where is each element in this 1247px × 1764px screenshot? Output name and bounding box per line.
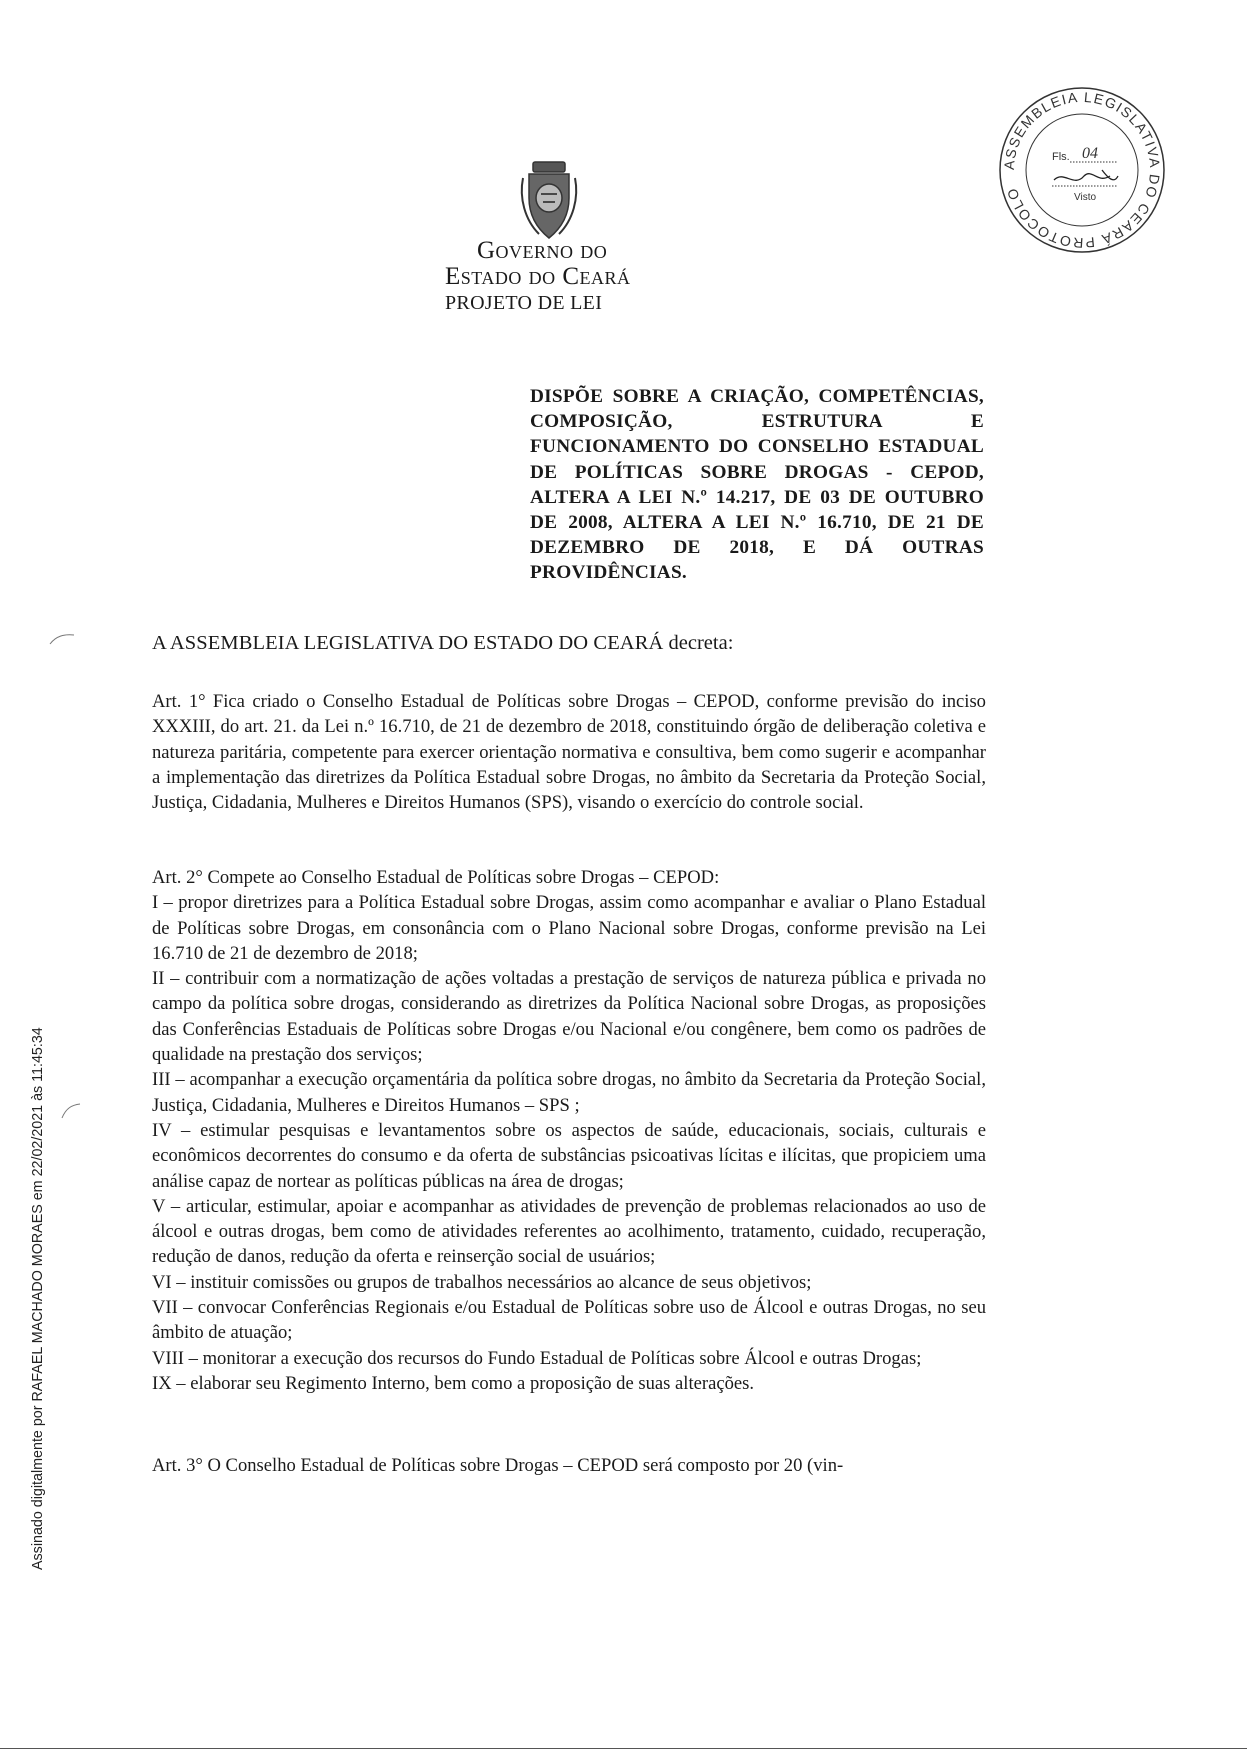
art2-item-6: VI – instituir comissões ou grupos de trabalhos necessários ao alcance de seus objetivos; <box>152 1271 812 1293</box>
art2-item-2: II – contribuir com a normatização de ações voltadas a prestação de serviços de natureza pública e privada no campo da política sobre drogas, considerando as diretrizes da Política Nacional sobre Drogas, as proposições das Conferências Estaduais de Políticas sobre Drogas e/ou Nacional e/ou congênere, bem como os padrões de qualidade na prestação dos serviços; <box>152 968 986 1066</box>
decree-caps: A ASSEMBLEIA LEGISLATIVA DO ESTADO DO CEARÁ <box>152 632 664 654</box>
article-3 <box>152 1453 986 1478</box>
stamp-fls-label: Fls. <box>1052 151 1070 163</box>
decree-line <box>152 632 733 655</box>
art1-text: Fica criado o Conselho Estadual de Políticas sobre Drogas – CEPOD, conforme previsão do inciso XXXIII, do art. 21. da Lei n.º 16.710, de 21 de dezembro de 2018, constituindo órgão de deliberação coletiva e natureza paritária, competente para exercer orientação normativa e consultiva, bem como sugerir e acompanhar a implementação das diretrizes da Política Estadual sobre Drogas, no âmbito da Secretaria da Proteção Social, Justiça, Cidadania, Mulheres e Direitos Humanos (SPS), visando o exercício do controle social. <box>152 691 986 814</box>
digital-signature-note: Assinado digitalmente por RAFAEL MACHADO MORAES em 22/02/2021 às 11:45:34 <box>30 1027 46 1570</box>
decree-rest: decreta: <box>663 632 734 654</box>
coat-of-arms-icon <box>515 158 583 244</box>
art2-item-5: V – articular, estimular, apoiar e acompanhar as atividades de prevenção de problemas relacionados ao uso de álcool e outras drogas, bem como de atividades referentes ao acolhimento, tratamento, cuidado, recuperação, redução de danos, redução da oferta e reinserção social de usuários; <box>152 1195 986 1268</box>
art1-label: Art. 1° <box>152 691 206 712</box>
gov-line-1: Governo do <box>477 237 608 264</box>
government-header <box>445 238 685 314</box>
art2-item-7: VII – convocar Conferências Regionais e/ou Estadual de Políticas sobre uso de Álcool e outras Drogas, no seu âmbito de atuação; <box>152 1297 986 1344</box>
art2-item-3: III – acompanhar a execução orçamentária da política sobre drogas, no âmbito da Secretaria da Proteção Social, Justiça, Cidadania, Mulheres e Direitos Humanos – SPS ; <box>152 1069 986 1116</box>
art2-item-4: IV – estimular pesquisas e levantamentos sobre os aspectos de saúde, educacionais, sociais, culturais e econômicos decorrentes do consumo e da oferta de substâncias psicoativas lícitas e ilícitas, que propiciem uma análise capaz de nortear as políticas públicas na área de drogas; <box>152 1119 986 1192</box>
margin-mark <box>60 1102 82 1120</box>
stamp-visto-label: Visto <box>1074 192 1097 203</box>
art2-intro: Compete ao Conselho Estadual de Políticas sobre Drogas – CEPOD: <box>202 867 720 888</box>
gov-line-2: Estado do Ceará <box>445 263 631 291</box>
law-summary: DISPÕE SOBRE A CRIAÇÃO, COMPETÊNCIAS, COMPOSIÇÃO, ESTRUTURA E FUNCIONAMENTO DO CONSELHO ESTADUAL DE POLÍTICAS SOBRE DROGAS - CEPOD, ALTERA A LEI N.º 14.217, DE 03 DE OUTUBRO DE 2008, ALTERA A LEI N.º 16.710, DE 21 DE DEZEMBRO DE 2018, E DÁ OUTRAS PROVIDÊNCIAS. <box>530 386 984 584</box>
protocol-stamp <box>992 80 1172 260</box>
margin-mark <box>48 632 76 646</box>
art2-label: Art. 2° <box>152 867 203 888</box>
project-title: PROJETO DE LEI <box>445 291 603 314</box>
art2-item-1: I – propor diretrizes para a Política Estadual sobre Drogas, assim como acompanhar e avaliar o Plano Estadual de Políticas sobre Drogas, em consonância com o Plano Nacional sobre Drogas, conforme previsão na Lei 16.710 de 21 de dezembro de 2018; <box>152 892 986 964</box>
art2-item-9: IX – elaborar seu Regimento Interno, bem como a proposição de suas alterações. <box>152 1372 755 1394</box>
art3-label: Art. 3° <box>152 1455 203 1476</box>
article-2 <box>152 865 986 1396</box>
art2-item-8: VIII – monitorar a execução dos recursos do Fundo Estadual de Políticas sobre Álcool e outras Drogas; <box>152 1347 922 1369</box>
article-1 <box>152 689 986 815</box>
stamp-fls-value: 04 <box>1082 145 1098 162</box>
art3-text: O Conselho Estadual de Políticas sobre Drogas – CEPOD será composto por 20 (vin- <box>202 1455 844 1476</box>
stamp-ring-text: ASSEMBLEIA LEGISLATIVA DO CEARÁ PROTOCOLO <box>1000 88 1164 252</box>
stamp-signature-mark <box>1054 170 1118 180</box>
bottom-rule <box>0 1748 1247 1749</box>
svg-text:ASSEMBLEIA LEGISLATIVA DO CEAR <box>1001 89 1163 251</box>
